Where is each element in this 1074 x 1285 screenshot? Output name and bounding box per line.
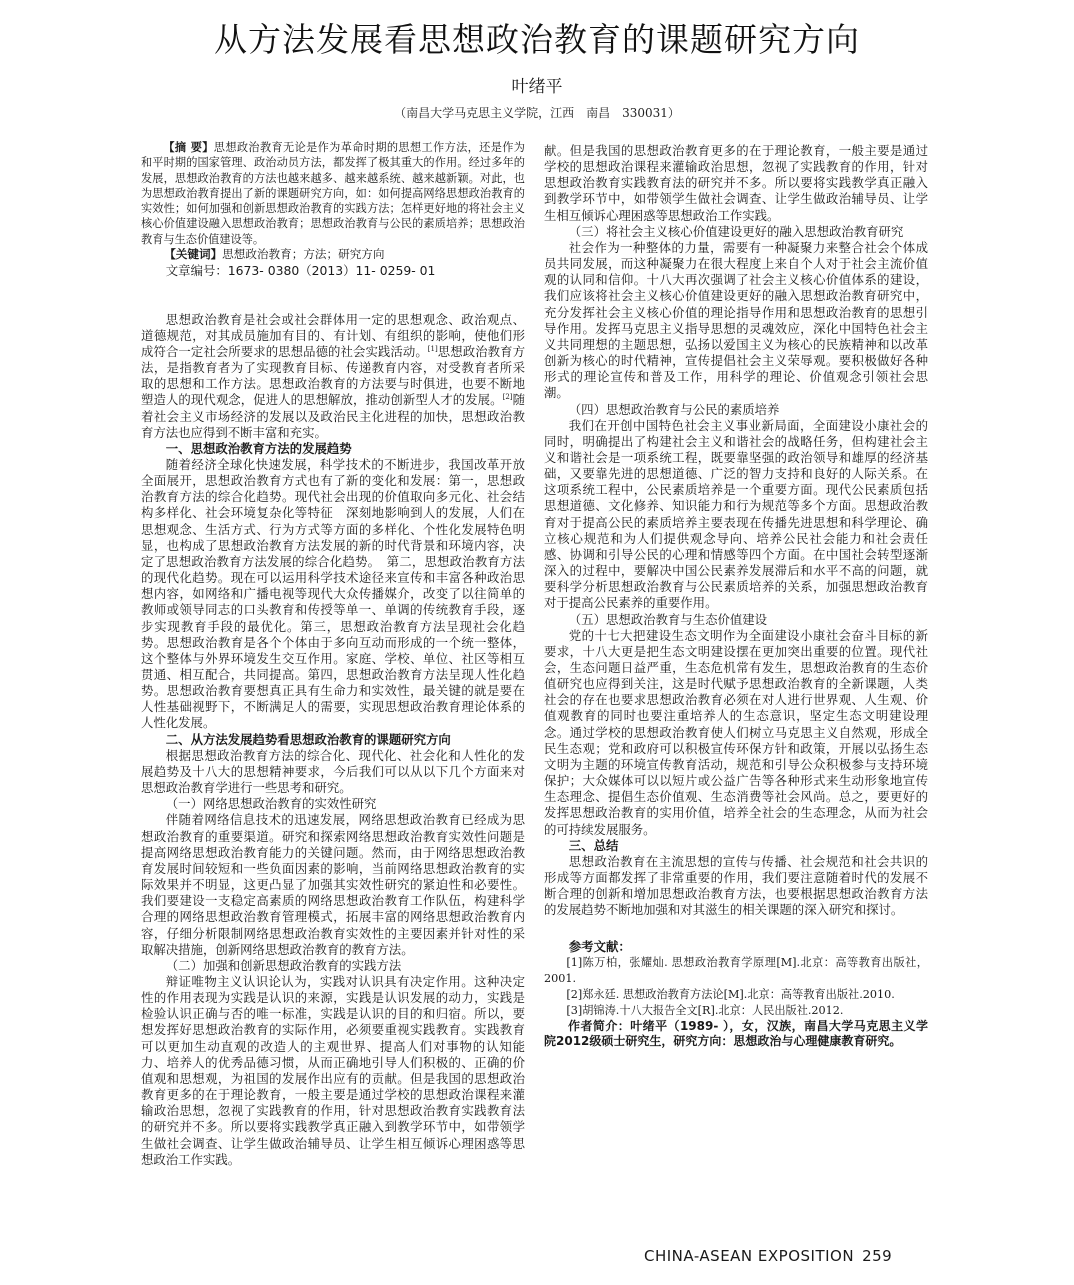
- keywords-text: 思想政治教育；方法；研究方向: [222, 247, 385, 262]
- section-3-paragraph: 思想政治教育在主流思想的宣传与传播、社会规范和社会共识的形成等方面都发挥了非常重要的作用，我们要注意随着时代的发展不断合理的创新和增加思想政治教育方法，也要根据思想政治教育方法的发展趋势不断地加强和对其滋生的相关课题的深入研究和探讨。: [544, 853, 928, 918]
- reference-item-2: [2]郑永廷. 思想政治教育方法论[M].北京：高等教育出版社.2010.: [566, 987, 895, 1001]
- section-1-heading: 一、思想政治教育方法的发展趋势: [165, 440, 352, 456]
- subsection-2-2-continued: 献。但是我国的思想政治教育更多的在于理论教育，一般主要是通过学校的思想政治课程来灌输政治思想，忽视了实践教育的作用，针对思想政治教育实践教育法的研究并不多。所以要将实践教学真正融入到教学环节中，如带领学生做社会调查、让学生做政治辅导员、让学生相互倾诉心理困惑等思想政治工作实践。: [544, 143, 928, 223]
- subsection-2-1-paragraph: 伴随着网络信息技术的迅速发展，网络思想政治教育已经成为思想政治教育的重要渠道。研究和探索网络思想政治教育实效性问题是提高网络思想政治教育能力的关键问题。然而，由于网络思想政治教育发展时间较短和一些负面因素的影响，当前网络思想政治教育的实际效果并不明显，这更凸显了加强其实效性研究的紧迫性和必要性。我们要建设一支稳定高素质的网络思想政治教育工作队伍，构建科学合理的网络思想政治教育管理模式，拓展丰富的网络思想政治教育内容，仔细分析限制网络思想政治教育实效性的主要因素并针对性的采取解决措施，创新网络思想政治教育的教育方法。: [141, 812, 525, 957]
- abstract: [141, 140, 525, 247]
- citation-1: [1]: [427, 344, 438, 353]
- paper-title: 从方法发展看思想政治教育的课题研究方向: [214, 20, 860, 59]
- abstract-label: 【摘 要】: [163, 141, 214, 154]
- subsection-2-2-paragraph: 辩证唯物主义认识论认为，实践对认识具有决定作用。这种决定性的作用表现为实践是认识的来源，实践是认识发展的动力，实践是检验认识正确与否的唯一标准，实践是认识的目的和归宿。所以，要想发挥好思想政治教育的实际作用，必须要重视实践教育。实践教育可以更加生动直观的改造人的主观世界、提高人们对事物的认知能力、培养人的优秀品德习惯，从而正确地引导人们积极的、正确的价值观和思想观，为祖国的发展作出应有的贡献。但是我国的思想政治教育更多的在于理论教育，一般主要是通过学校的思想政治课程来灌输政治思想，忽视了实践教育的作用，针对思想政治教育实践教育法的研究并不多。所以要将实践教学真正融入到教学环节中，如带领学生做社会调查、让学生做政治辅导员、让学生相互倾诉心理困惑等思想政治工作实践。: [141, 973, 525, 1167]
- article-number: 文章编号：1673- 0380（2013）11- 0259- 01: [165, 262, 436, 278]
- page-footer: [644, 1247, 892, 1265]
- page-number: 259: [862, 1247, 893, 1265]
- abstract-text: 思想政治教育无论是作为革命时期的思想工作方法，还是作为和平时期的国家管理、政治动员方法，都发挥了极其重大的作用。经过多年的发展，思想政治教育的方法也越来越多、越来越系统、越来越新颖。对此，也为思想政治教育提出了新的课题研究方向，如：如何提高网络思想政治教育的实效性；如何加强和创新思想政治教育的实践方法；怎样更好地的将社会主义核心价值建设融入思想政治教育；思想政治教育与公民的素质培养；思想政治教育与生态价值建设等。: [141, 141, 525, 246]
- journal-name: CHINA-ASEAN EXPOSITION: [644, 1247, 855, 1265]
- section-2-paragraph: 根据思想政治教育方法的综合化、现代化、社会化和人性化的发展趋势及十八大的思想精神要求，今后我们可以从以下几个方面来对思想政治教育学进行一些思考和研究。: [141, 747, 525, 796]
- section-3-heading: 三、总结: [568, 837, 619, 853]
- subsection-2-2-heading: （二）加强和创新思想政治教育的实践方法: [165, 957, 402, 973]
- citation-2: [2]: [502, 393, 513, 402]
- author-affiliation: （南昌大学马克思主义学院，江西 南昌 330031）: [394, 106, 680, 120]
- subsection-2-3-heading: （三）将社会主义核心价值建设更好的融入思想政治教育研究: [568, 223, 904, 239]
- keywords: [141, 247, 525, 263]
- right-column: [544, 143, 928, 1050]
- intro-paragraph: 思想政治教育是社会或社会群体用一定的思想观念、政治观点、道德规范，对其成员施加有目的、有计划、有组织的影响，使他们形成符合一定社会所要求的思想品德的社会实践活动。[1]思想政治教育方法，是指教育者为了实现教育目标、传递教育内容，对受教育者所采取的思想和工作方法。思想政治教育的方法要与时俱进，也要不断地塑造人的现代观念，促进人的思想解放，推动创新型人才的发展。[2]随着社会主义市场经济的发展以及政治民主化进程的加快，思想政治教育方法也应得到不断丰富和充实。: [141, 311, 526, 440]
- subsection-2-5-heading: （五）思想政治教育与生态价值建设: [568, 611, 768, 627]
- section-1-paragraph: 随着经济全球化快速发展，科学技术的不断进步，我国改革开放全面展开，思想政治教育方式也有了新的变化和发展：第一，思想政治教育方法的综合化趋势。现代社会出现的价值取向多元化、社会结构多样化、社会环境复杂化等特征 深刻地影响到人的发展，人们在思想观念、生活方式、行为方式等方面的多样化、个性化发展特色明显，也构成了思想政治教育方法发展的新的时代背景和环境内容，决定了思想政治教育方法发展的综合化趋势。 第二，思想政治教育方法的现代化趋势。现在可以运用科学技术途径来宣传和丰富各种政治思想内容，如网络和广播电视等现代大众传播媒介，改变了以往简单的教师或领导同志的口头教育和传授等单一、单调的传统教育手段，逐步实现教育手段的最优化。第三，思想政治教育方法呈现社会化趋势。思想政治教育是各个个体由于多向互动而形成的一个统一整体，这个整体与外界环境发生交互作用。家庭、学校、单位、社区等相互贯通、相互配合，共同提高。第四，思想政治教育方法呈现人性化趋势。思想政治教育要想真正具有生命力和实效性，最关键的就是要在人性基础视野下，不断满足人的需要，实现思想政治教育理论体系的人性化发展。: [141, 456, 525, 731]
- subsection-2-4-paragraph: 我们在开创中国特色社会主义事业新局面，全面建设小康社会的同时，明确提出了构建社会主义和谐社会的战略任务，但构建社会主义和谐社会是一项系统工程，既要靠坚强的政治领导和雄厚的经济基础，又要靠先进的思想道德、广泛的智力支持和良好的人际关系。在这项系统工程中，公民素质培养是一个重要方面。现代公民素质包括思想道德、文化修养、知识能力和行为规范等多个方面。思想政治教育对于提高公民的素质培养主要表现在传播先进思想和科学理论、确立核心规范和为人们提供观念导向、培养公民社会能力和社会责任感、协调和引导公民的心理和情感等四个方面。在中国社会转型逐渐深入的过程中，要解决中国公民素养发展滞后和水平不高的问题，就要科学分析思想政治教育与公民素质培养的关系，加强思想政治教育对于提高公民素养的重要作用。: [544, 417, 928, 611]
- keywords-label: 【关键词】: [164, 247, 223, 262]
- reference-item-3: [3]胡锦涛.十八大报告全文[R].北京：人民出版社.2012.: [566, 1003, 844, 1017]
- subsection-2-4-heading: （四）思想政治教育与公民的素质培养: [568, 401, 780, 417]
- references-heading: 参考文献：: [568, 938, 631, 954]
- subsection-2-3-paragraph: 社会作为一种整体的力量，需要有一种凝聚力来整合社会个体成员共同发展，而这种凝聚力在很大程度上来自个人对于社会主流价值观的认同和信仰。十八大再次强调了社会主义核心价值体系的建设，我们应该将社会主义核心价值建设更好的融入思想政治教育研究中，充分发挥社会主义核心价值的理论指导作用和思想政治教育的思想引导作用。发挥马克思主义指导思想的灵魂效应，深化中国特色社会主义共同理想的主题思想，弘扬以爱国主义为核心的民族精神和以改革创新为核心的时代精神，宣传提倡社会主义荣辱观。要积极做好各种形式的理论宣传和普及工作，用科学的理论、价值观念引领社会思潮。: [544, 239, 928, 401]
- reference-item-1: [1]陈万柏，张耀灿. 思想政治教育学原理[M].北京：高等教育出版社，2001.: [544, 955, 928, 985]
- subsection-2-1-heading: （一）网络思想政治教育的实效性研究: [165, 796, 377, 812]
- author-bio: 作者简介：叶绪平（1989- ），女，汉族，南昌大学马克思主义学院2012级硕士研究生，研究方向：思想政治与心理健康教育研究。: [544, 1018, 928, 1048]
- author-name: 叶绪平: [511, 77, 563, 97]
- subsection-2-5-paragraph: 党的十七大把建设生态文明作为全面建设小康社会奋斗目标的新要求，十八大更是把生态文明建设摆在更加突出重要的位置。现代社会，生态问题日益严重，生态危机常有发生，思想政治教育的生态价值研究也应得到关注，这是时代赋予思想政治教育的全新课题，人类社会的存在也要求思想政治教育必须在对人进行世界观、人生观、价值观教育的同时也要注重培养人的生态意识，坚定生态文明建设理念。通过学校的思想政治教育使人们树立马克思主义自然观，形成全民生态观；党和政府可以积极宣传环保方针和政策，开展以弘扬生态文明为主题的环境宣传教育活动，规范和引导公众积极参与支持环境保护；大众媒体可以以短片或公益广告等各种形式来生动形象地宣传生态理念、提倡生态价值观、生态消费等社会风尚。总之，要更好的发挥思想政治教育的实用价值，培养全社会的生态理念，从而为社会的可持续发展服务。: [544, 627, 928, 837]
- section-2-heading: 二、从方法发展趋势看思想政治教育的课题研究方向: [165, 731, 451, 747]
- left-column: [141, 140, 526, 1167]
